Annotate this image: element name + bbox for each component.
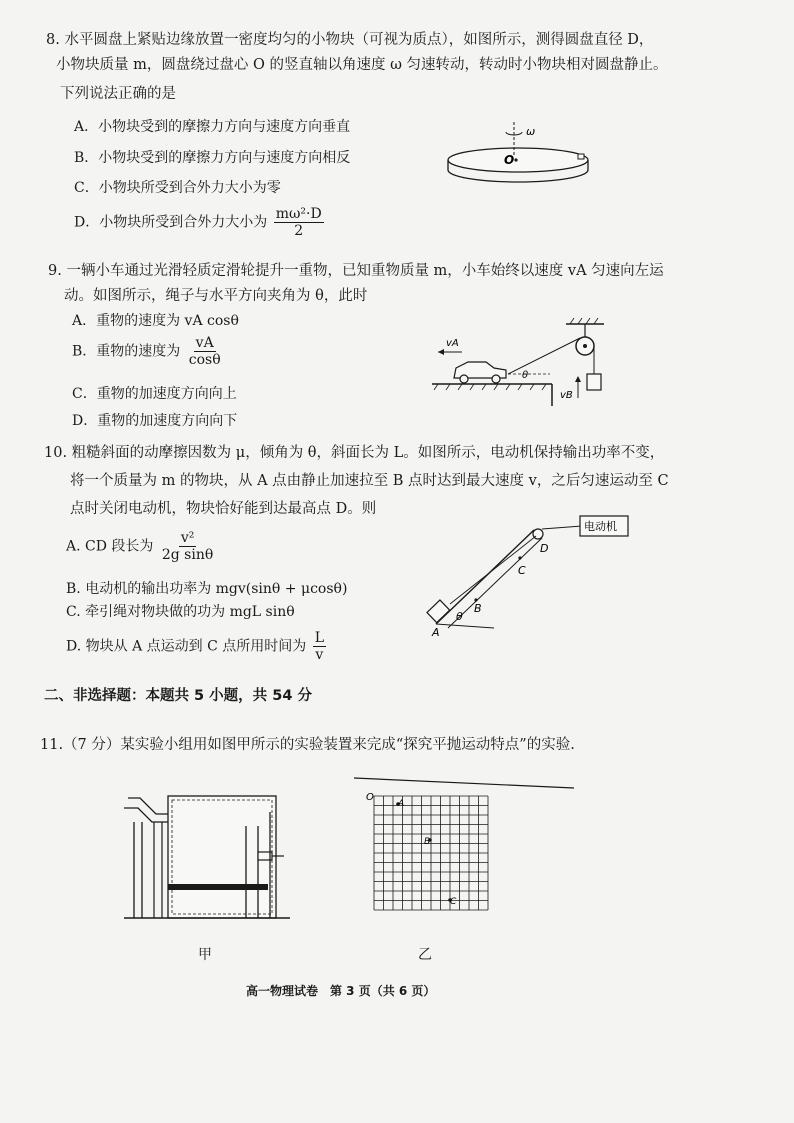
car-wheel-rear	[492, 375, 500, 383]
grid-label-B: B	[424, 837, 431, 847]
grid-label-A: A	[398, 799, 405, 809]
q8-stem-line3: 下列说法正确的是	[60, 86, 176, 102]
q8-option-d-fraction	[274, 206, 324, 239]
label-A: A	[432, 626, 440, 639]
q10-option-a-numerator: v²	[180, 530, 195, 546]
q9-option-b	[72, 335, 225, 368]
label-B: B	[474, 602, 482, 615]
q9-stem-line1: 9. 一辆小车通过光滑轻质定滑轮提升一重物，已知重物质量 m，小车始终以速度 vA 匀速向左运	[48, 263, 664, 279]
center-dot	[514, 158, 517, 161]
q10-option-d-fraction	[313, 630, 326, 663]
q8-option-d-prefix: D．小物块所受到合外力大小为	[74, 214, 268, 231]
q9-pulley-figure	[428, 318, 618, 410]
q10-option-b: B. 电动机的输出功率为 mgv(sinθ + μcosθ)	[66, 581, 348, 597]
label-omega: ω	[526, 125, 536, 138]
q11-stem-line1: 11.（7 分）某实验小组用如图甲所示的实验装置来完成“探究平抛运动特点”的实验.	[40, 737, 575, 753]
ground-line	[436, 624, 494, 628]
q10-option-a-fraction	[160, 530, 215, 563]
q10-option-c: C. 牵引绳对物块做的功为 mgL sinθ	[66, 604, 295, 620]
q9-option-b-denominator: cosθ	[188, 352, 221, 369]
label-motor: 电动机	[584, 520, 617, 533]
motor-rope	[542, 526, 582, 529]
q11-apparatus-figure	[120, 792, 295, 932]
q10-option-a	[66, 530, 217, 563]
q10-stem-line1: 10. 粗糙斜面的动摩擦因数为 μ，倾角为 θ，斜面长为 L。如图所示，电动机保持输出功率不变，	[44, 445, 665, 461]
q8-option-c: C．小物块所受到合外力大小为零	[74, 180, 281, 196]
q8-option-d	[74, 206, 326, 239]
q10-incline-figure	[422, 512, 632, 642]
q8-stem-line1: 8. 水平圆盘上紧贴边缘放置一密度均匀的小物块（可视为质点），如图所示，测得圆盘直径 D，	[46, 32, 654, 48]
page-footer: 高一物理试卷 第 3 页（共 6 页）	[246, 984, 436, 998]
q8-option-d-numerator: mω²·D	[275, 206, 322, 222]
q10-option-d-denominator: v	[315, 647, 324, 664]
hanging-weight	[587, 374, 601, 390]
grid-label-O: O	[366, 792, 374, 803]
q10-option-d-prefix: D. 物块从 A 点运动到 C 点所用时间为	[66, 638, 307, 655]
q9-option-c: C．重物的加速度方向向上	[72, 386, 237, 402]
top-line	[354, 778, 574, 788]
label-vA: vA	[446, 338, 459, 349]
label-theta: θ	[456, 610, 463, 623]
q10-option-d-numerator: L	[314, 630, 324, 646]
disc-top	[448, 148, 588, 172]
q8-option-a: A．小物块受到的摩擦力方向与速度方向垂直	[74, 119, 351, 135]
block-on-incline	[427, 600, 450, 623]
q11-grid-figure	[354, 776, 576, 936]
incline-surface	[436, 530, 534, 624]
label-C: C	[518, 564, 526, 577]
caption-jia: 甲	[198, 947, 212, 963]
q9-option-d: D．重物的加速度方向向下	[72, 413, 238, 429]
q9-option-a: A．重物的速度为 vA cosθ	[72, 313, 239, 329]
section-two-heading: 二、非选择题：本题共 5 小题，共 54 分	[44, 688, 312, 704]
q9-option-b-numerator: vA	[195, 335, 214, 351]
label-O: O	[504, 153, 515, 167]
q9-stem-line2: 动。如图所示，绳子与水平方向夹角为 θ，此时	[64, 288, 368, 304]
q8-disc-figure	[440, 118, 600, 193]
label-D: D	[540, 542, 549, 555]
car-wheel-front	[460, 375, 468, 383]
q10-option-d	[66, 630, 328, 663]
small-block	[578, 154, 584, 159]
label-vB: vB	[560, 390, 573, 401]
q8-option-b: B．小物块受到的摩擦力方向与速度方向相反	[74, 150, 351, 166]
q10-option-a-prefix: A. CD 段长为	[66, 538, 154, 555]
grid-label-C: C	[450, 897, 457, 907]
caption-yi: 乙	[418, 947, 432, 963]
rope-slanted	[508, 338, 580, 374]
q10-option-a-denominator: 2g sinθ	[161, 547, 214, 564]
q8-option-d-denominator: 2	[294, 223, 304, 240]
label-theta: θ	[522, 370, 529, 381]
chute	[128, 798, 168, 814]
q10-stem-line2: 将一个质量为 m 的物块，从 A 点由静止加速拉至 B 点时达到最大速度 v，之后匀速运动至 C	[70, 473, 669, 489]
q8-stem-line2: 小物块质量 m，圆盘绕过盘心 O 的竖直轴以角速度 ω 匀速转动，转动时小物块相对圆盘静止。	[56, 57, 668, 73]
q10-stem-line3: 点时关闭电动机，物块恰好能到达最高点 D。则	[70, 501, 377, 517]
platform	[168, 884, 268, 890]
q9-option-b-fraction	[187, 335, 223, 368]
q9-option-b-prefix: B．重物的速度为	[72, 343, 181, 360]
